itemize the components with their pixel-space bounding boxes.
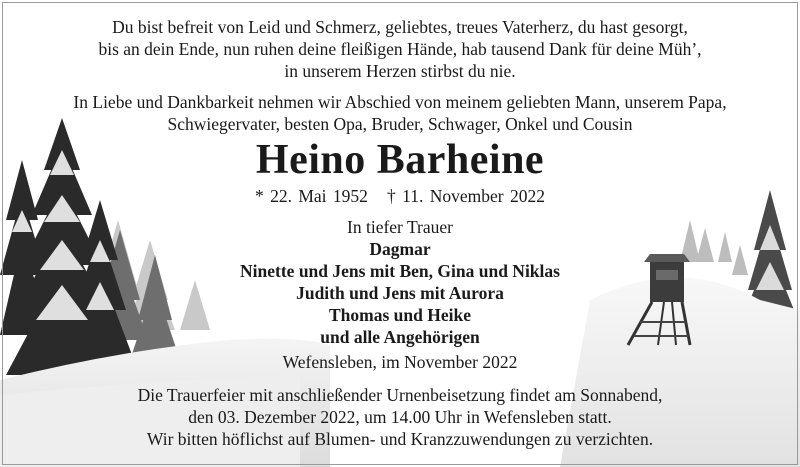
mourners-list [0,238,800,348]
life-dates: * 22. Mai 1952 † 11. November 2022 [254,186,546,206]
service-line: den 03. Dezember 2022, um 14.00 Uhr in Wefensleben statt. [188,407,612,427]
poem-line: Du bist befreit von Leid und Schmerz, geliebtes, treues Vaterherz, du hast gesorgt, [112,17,688,37]
mourner-entry: Ninette und Jens mit Ben, Gina und Niklas [240,261,560,281]
mourner-entry: Judith und Jens mit Aurora [296,283,504,303]
service-line: Wir bitten höflichst auf Blumen- und Kranzzuwendungen zu verzichten. [146,429,654,449]
place-and-date: Wefensleben, im November 2022 [282,352,518,372]
poem-line: in unserem Herzen stirbst du nie. [284,61,516,81]
mourner-entry: Thomas und Heike [329,305,471,325]
intro-line: In Liebe und Dankbarkeit nehmen wir Abschied von meinem geliebten Mann, unserem Papa, [73,92,727,112]
memorial-poem [0,16,800,82]
mourner-entry: und alle Angehörigen [320,327,480,347]
deceased-name: Heino Barheine [255,137,545,183]
farewell-intro [0,91,800,135]
poem-line: bis an dein Ende, nun ruhen deine fleißigen Hände, hab tausend Dank für deine Müh’, [98,39,702,59]
funeral-service-info [0,384,800,450]
mourning-heading: In tiefer Trauer [347,217,453,237]
service-line: Die Trauerfeier mit anschließender Urnenbeisetzung findet am Sonnabend, [137,385,663,405]
intro-line: Schwiegervater, besten Opa, Bruder, Schwager, Onkel und Cousin [167,114,633,134]
mourner-entry: Dagmar [369,239,431,259]
